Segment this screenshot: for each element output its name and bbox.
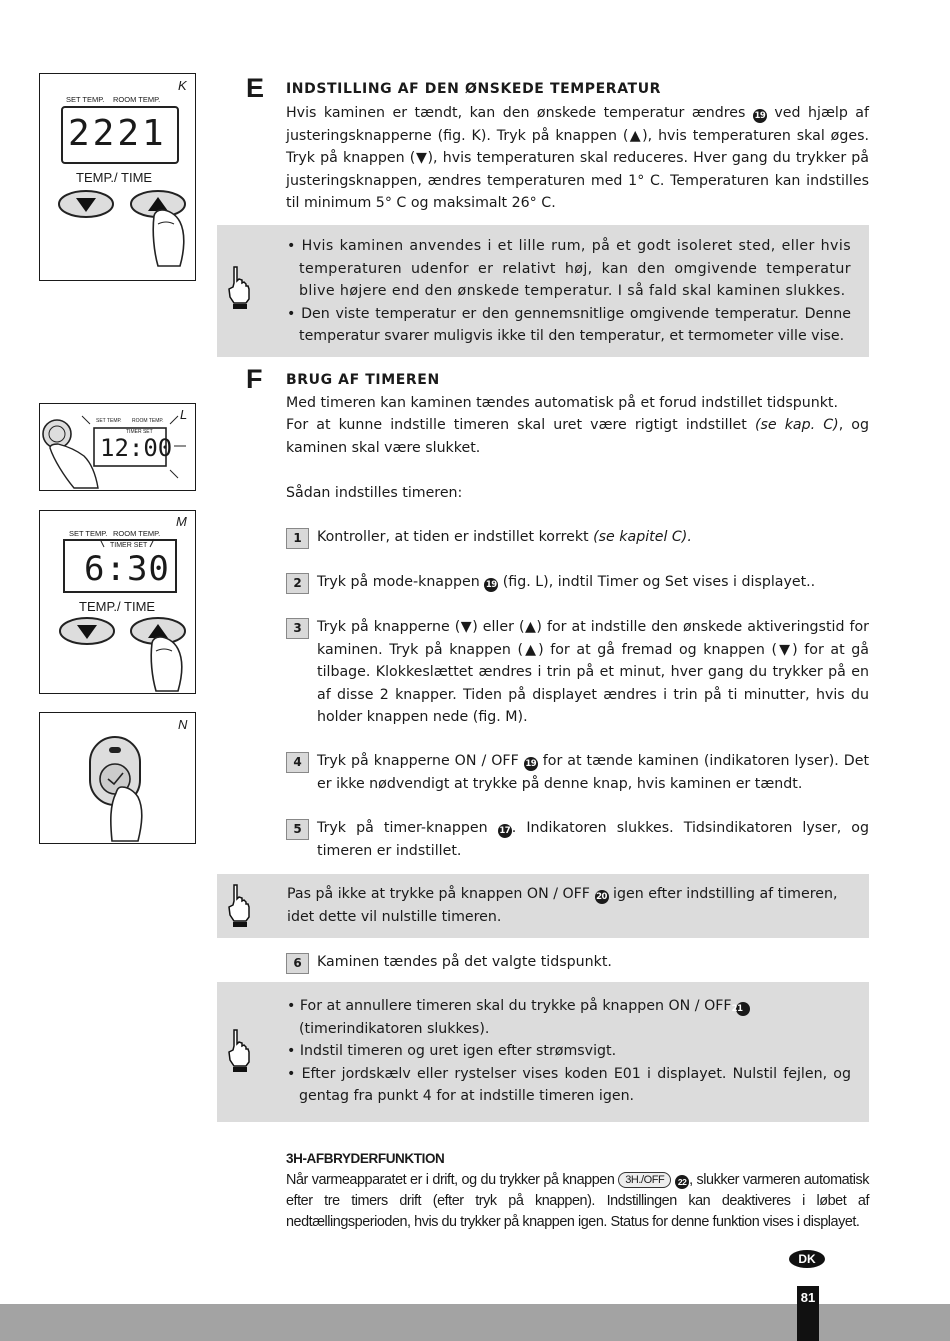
section-f-paragraph-1: Med timeren kan kaminen tændes automatisk på et forud indstillet tidspunkt. xyxy=(286,395,839,411)
note3-bullet-1-text-a: • For at annullere timeren skal du trykke på knappen ON / OFF xyxy=(287,998,732,1014)
section-f-p2-text-b: , og kaminen skal være slukket. xyxy=(286,417,869,456)
step-2 xyxy=(286,571,869,594)
section-e-title: INDSTILLING AF DEN ØNSKEDE TEMPERATUR xyxy=(286,81,662,97)
section-e-paragraph xyxy=(286,102,869,215)
afbryder-text-b: , slukker varmeren automatisk efter tre timers drift (efter tryk på knappen). Indstillingen kan deaktiveres i løbet af nedtællingsperioden, hvis du trykker på knappen igen. Status for denne funktion vises i displayet. xyxy=(286,1172,869,1230)
timer-button-panel-n xyxy=(40,713,195,843)
step-4-text-a: Tryk på knapperne ON / OFF xyxy=(317,753,519,769)
afbryder-title: 3H-AFBRYDERFUNKTION xyxy=(286,1151,445,1166)
hand-pointing-icon xyxy=(225,883,251,929)
room-temp-label: ROOM TEMP. xyxy=(132,418,164,424)
section-e-text-a: Hvis kaminen er tændt, kan den ønskede temperatur ændres xyxy=(286,105,746,121)
room-temp-label: ROOM TEMP. xyxy=(113,95,161,104)
ref-21-badge: 21 xyxy=(736,1002,750,1016)
finger-press-icon xyxy=(50,444,98,488)
figure-k xyxy=(39,73,196,281)
step-number: 6 xyxy=(286,953,309,974)
step-1-emphasis: (se kapitel C). xyxy=(593,529,692,545)
section-f-p2-emphasis: (se kap. C) xyxy=(754,417,839,433)
note2-text-b: igen efter indstilling af timeren, idet dette vil nulstille timeren. xyxy=(287,886,838,925)
lcd-display-k: 2221 xyxy=(68,113,167,154)
figure-l xyxy=(39,403,196,491)
step-5-text-a: Tryk på timer-knappen xyxy=(317,820,488,836)
step-number: 2 xyxy=(286,573,309,594)
figure-k-letter: K xyxy=(178,78,187,93)
note-box-timer-warning xyxy=(217,874,869,938)
step-number: 3 xyxy=(286,618,309,639)
temp-time-label: TEMP./ TIME xyxy=(76,170,153,185)
section-f-paragraph-2 xyxy=(286,414,869,459)
hand-pointing-icon xyxy=(225,265,251,311)
step-number: 4 xyxy=(286,752,309,773)
timer-set-label: TIMER SET xyxy=(110,542,148,549)
section-e-letter: E xyxy=(246,73,265,103)
note-box-e xyxy=(217,225,869,357)
step-number: 5 xyxy=(286,819,309,840)
room-temp-label: ROOM TEMP. xyxy=(113,529,161,538)
step-1-text: Kontroller, at tiden er indstillet korrekt xyxy=(317,529,589,545)
finger-press-icon xyxy=(151,637,182,691)
finger-press-icon xyxy=(153,210,184,266)
ref-22-badge: 22 xyxy=(675,1175,689,1189)
step-text xyxy=(317,571,869,594)
section-f-title: BRUG AF TIMEREN xyxy=(286,372,440,388)
step-text xyxy=(317,817,869,862)
temp-time-label: TEMP./ TIME xyxy=(79,599,156,614)
note-text-timer-warning xyxy=(287,883,851,928)
note-bullet-1: • Hvis kaminen anvendes i et lille rum, på et godt isoleret sted, eller hvis temperaturen udenfor er relativt høj, kan den omgivende temperatur blive højere end den ønskede temperatur. I så fald skal kaminen slukkes. xyxy=(287,238,851,299)
step-6 xyxy=(286,951,869,974)
lcd-display-l: 12:00 xyxy=(100,434,173,462)
figure-m-letter: M xyxy=(176,514,187,529)
note3-bullet-1 xyxy=(287,995,851,1040)
step-3 xyxy=(286,616,869,729)
set-temp-label: SET TEMP. xyxy=(66,95,105,104)
note-bullet-2: • Den viste temperatur er den gennemsnitlige omgivende temperatur. Denne temperatur svarer muligvis ikke til den temperatur, et termometer ville vise. xyxy=(287,305,851,344)
step-number: 1 xyxy=(286,528,309,549)
figure-n-letter: N xyxy=(178,717,188,732)
step-4 xyxy=(286,750,869,795)
section-f-p2-text-a: For at kunne indstille timeren skal uret være rigtigt indstillet xyxy=(286,417,747,433)
section-f-paragraph-3: Sådan indstilles timeren: xyxy=(286,485,463,501)
arrow-down-icon xyxy=(60,618,114,644)
arrow-down-icon xyxy=(59,191,113,217)
ref-19-badge: 19 xyxy=(754,111,766,121)
note3-bullet-3: • Efter jordskælv eller rystelser vises koden E01 i displayet. Nulstil fejlen, og gentag fra punkt 4 for at indstille timeren igen. xyxy=(287,1065,851,1104)
section-f-letter: F xyxy=(246,364,263,394)
ref-17-badge: 17 xyxy=(499,826,511,836)
afbryder-paragraph xyxy=(286,1170,869,1233)
ref-19-badge: 19 xyxy=(485,580,497,590)
set-temp-label: SET TEMP. xyxy=(96,418,122,424)
figure-l-letter: L xyxy=(180,407,188,422)
note-text-e xyxy=(287,235,851,348)
note3-bullet-2: • Indstil timeren og uret igen efter strømsvigt. xyxy=(287,1043,617,1059)
language-badge: DK xyxy=(789,1250,825,1268)
timer-set-label: TIMER SET xyxy=(126,429,153,435)
step-2-text-a: Tryk på mode-knappen xyxy=(317,574,480,590)
ref-20-badge: 20 xyxy=(596,892,607,902)
page-number: 81 xyxy=(797,1286,819,1341)
step-1 xyxy=(286,526,869,549)
step-text xyxy=(317,526,869,549)
note3-bullet-1-text-b: (timerindikatoren slukkes). xyxy=(299,1020,490,1037)
note-box-timer-info xyxy=(217,982,869,1122)
step-5-text-b: . Indikatoren slukkes. Tidsindikatoren lyser, og timeren er indstillet. xyxy=(317,820,869,859)
lcd-display-m: 6:30 xyxy=(84,549,170,589)
section-e-text-b: ved hjælp af justeringsknapperne (fig. K). Tryk på knappen (▲), hvis temperaturen skal øges. Tryk på knappen (▼), hvis temperaturen skal reduceres. Hver gang du trykker på justeringsknappen, ændres temperaturen med 1° C. Temperaturen kan indstilles til minimum 5° C og maksimalt 26° C. xyxy=(286,105,869,211)
step-2-text-b: (fig. L), indtil Timer og Set vises i displayet.. xyxy=(502,574,816,590)
finger-press-icon xyxy=(111,787,142,841)
note-text-timer-info xyxy=(287,995,851,1108)
step-text: Tryk på knapperne (▼) eller (▲) for at indstille den ønskede aktiveringstid for kaminen. Tryk på knappen (▲) for at gå fremad og knappen (▼) for at gå tilbage. Klokkeslættet ændres i trin på et minut, hver gang du trykker på en af disse 2 knapper. Tiden på displayet ændres i trin på ti minutter, hvis du holder knappen nede (fig. M). xyxy=(317,619,869,725)
ref-19-badge: 19 xyxy=(525,759,537,769)
step-text: Kaminen tændes på det valgte tidspunkt. xyxy=(317,954,612,970)
set-temp-label: SET TEMP. xyxy=(69,529,108,538)
hand-pointing-icon xyxy=(225,1028,251,1074)
figure-n xyxy=(39,712,196,844)
step-4-text-b: for at tænde kaminen (indikatoren lyser). Det er ikke nødvendigt at trykke på denne knap, hvis kaminen er tændt. xyxy=(317,753,870,792)
step-text xyxy=(317,750,869,795)
figure-m xyxy=(39,510,196,694)
step-5 xyxy=(286,817,869,862)
key-3h-off-icon: 3H./OFF xyxy=(618,1172,671,1188)
note2-text-a: Pas på ikke at trykke på knappen ON / OFF xyxy=(287,886,590,902)
afbryder-text-a: Når varmeapparatet er i drift, og du trykker på knappen xyxy=(286,1172,615,1188)
